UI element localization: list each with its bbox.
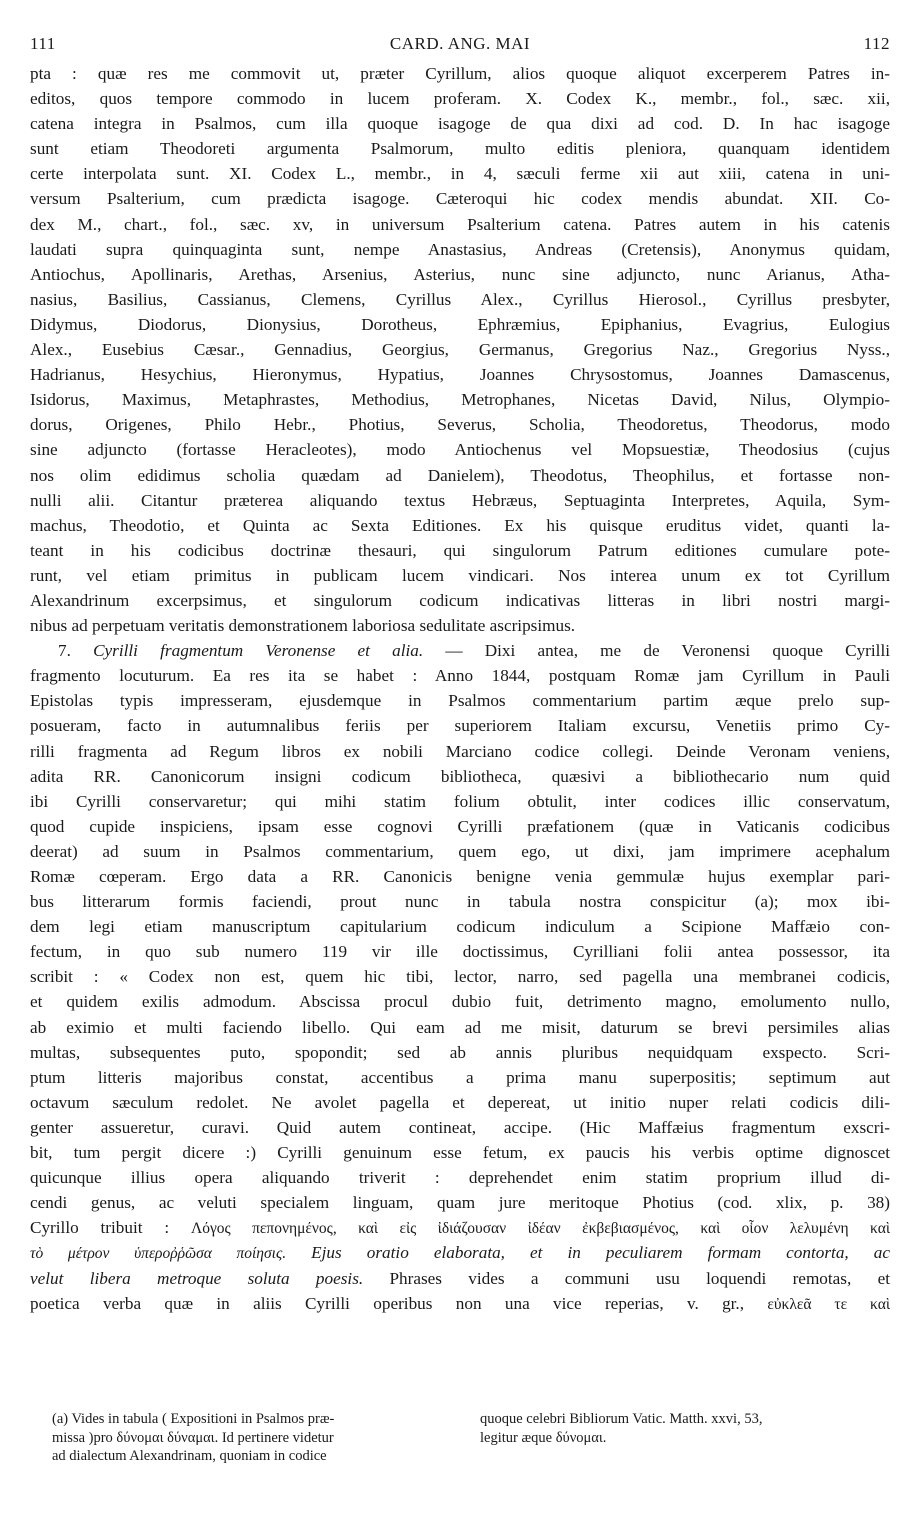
text-line: dem legi etiam manuscriptum capitularium codicum indiculum a Scipione Maffæio con- <box>30 917 890 937</box>
text-line: ibi Cyrilli conservaretur; qui mihi statim folium obtulit, inter codices illic conservatum, <box>30 791 890 811</box>
text-line: runt, vel etiam primitus in publicam lucem vindicari. Nos interea unum ex tot Cyrillum <box>30 565 890 585</box>
footnote-line: ad dialectum Alexandrinam, quoniam in codice <box>52 1448 327 1464</box>
section-first-line-rest: — Dixi antea, me de Veronensi quoque Cyrilli <box>423 641 890 661</box>
greek-quote: Λόγος πεπονημένος, καὶ εἰς ἰδιάζουσαν ἰδέαν ἐκβεβιασμένος, καὶ οἷον λελυμένη καὶ <box>190 1220 890 1238</box>
text-line: quod cupide inspiciens, ipsam esse cognovi Cyrilli præfationem (quæ in Vaticanis codicibus <box>30 816 890 836</box>
text-line: bus litterarum formis faciendi, prout nunc in tabula nostra conspicitur (a); mox ibi- <box>30 892 890 912</box>
text-line: editos, quos tempore commodo in lucem proferam. X. Codex K., membr., fol., sæc. xii, <box>30 89 890 109</box>
text-line: Alexandrinum excerpsimus, et singulorum codicum indicativas litteras in libri nostri margi- <box>30 590 890 610</box>
text-line: catena integra in Psalmos, cum illa quoque isagoge de qua dixi ad cod. D. In hac isagoge <box>30 114 890 134</box>
text-line: sunt etiam Theodoreti argumenta Psalmorum, multo editis pleniora, quanquam identidem <box>30 139 890 159</box>
text-line: ptum litteris majoribus constat, accentibus a prima manu superpositis; septimum aut <box>30 1067 890 1087</box>
text-line: nos olim edidimus scholia quædam ad Danielem), Theodotus, Theophilus, et fortasse non- <box>30 465 890 485</box>
text-line: nulli alii. Citantur præterea aliquando textus Hebræus, Septuaginta Interpretes, Aquila, Sym- <box>30 490 890 510</box>
text-line: certe interpolata sunt. XI. Codex L., membr., in 4, sæculi ferme xii aut xiii, catena in uni- <box>30 164 890 184</box>
text-line: fragmento locuturum. Ea res ita se habet : Anno 1844, postquam Romæ jam Cyrillum in Pauli <box>30 666 890 686</box>
text-line: fectum, in quo sub numero 119 vir ille doctissimus, Cyrilliani folii antea possessor, ita <box>30 942 890 962</box>
text-line: nasius, Basilius, Cassianus, Clemens, Cyrillus Alex., Cyrillus Hierosol., Cyrillus presbyter, <box>30 289 890 309</box>
text-line: octavum sæculum redolet. Ne avolet pagella et depereat, ut initio nuper relati codicis dili- <box>30 1092 890 1112</box>
footnote-line: missa )pro δύνομαι δύναμαι. Id pertinere videtur <box>52 1429 334 1446</box>
latin-translation: velut libera metroque soluta poesis. <box>30 1268 364 1288</box>
text-line: scribit : « Codex non est, quem hic tibi, lector, narro, sed pagella una membranei codicis, <box>30 967 890 987</box>
section-number: 7. <box>58 641 71 661</box>
text-line: Hadrianus, Hesychius, Hieronymus, Hypatius, Joannes Chrysostomus, Joannes Damascenus, <box>30 365 890 385</box>
text-line: cendi genus, ac veluti specialem linguam, quam jure meritoque Photius (cod. xlix, p. 38) <box>30 1193 890 1213</box>
text-line: teant in his codicibus doctrinæ thesauri, qui singulorum Patrum editiones cumulare pote- <box>30 540 890 560</box>
text-line-greek-2 <box>30 1240 890 1265</box>
text-line-greek-1: Cyrillo tribuit : Λόγος πεπονημένος, καὶ εἰς ἰδιάζουσαν ἰδέαν ἐκβεβιασμένος, καὶ οἷον λελυμένη καὶ <box>30 1218 890 1238</box>
text-line: versum Psalterium, cum prædicta isagoge. Cæteroqui hic codex mendis abundat. XII. Co- <box>30 189 890 209</box>
footnote-column-right <box>480 1410 890 1447</box>
footnote-line: legitur æque δύνομαι. <box>480 1429 607 1446</box>
text-line: laudati supra quinquaginta sunt, nempe Anastasius, Andreas (Cretensis), Anonymus quidam, <box>30 239 890 259</box>
text-line: Romæ cœperam. Ergo data a RR. Canonicis benigne venia gemmulæ hujus exemplar pari- <box>30 867 890 886</box>
text-line: Didymus, Diodorus, Dionysius, Dorotheus, Ephræmius, Epiphanius, Evagrius, Eulogius <box>30 314 890 334</box>
footnote-column-left <box>52 1410 472 1466</box>
main-text <box>30 61 890 1316</box>
text-line-greek-4: poetica verba quæ in aliis Cyrilli operibus non una vice reperias, v. gr., εὐκλεᾶ τε καὶ <box>30 1293 890 1313</box>
text-line: pta : quæ res me commovit ut, præter Cyrillum, alios quoque aliquot excerperem Patres in- <box>30 64 890 83</box>
running-title: CARD. ANG. MAI <box>389 34 531 53</box>
footnote-line: (a) Vides in tabula ( Expositioni in Psalmos præ- <box>52 1411 335 1427</box>
text-line: et quidem exilis admodum. Abscissa procul dubio fuit, detrimento magno, emolumento nullo, <box>30 992 890 1012</box>
text-line: deerat) ad suum in Psalmos commentarium, quem ego, ut dixi, jam imprimere acephalum <box>30 841 890 861</box>
text-line-greek-3: velut libera metroque soluta poesis. Phrases vides a communi usu loquendi remotas, et <box>30 1268 890 1288</box>
text-line: quicunque illius opera aliquando triverit : deprehendet enim statim proprium illud di- <box>30 1168 890 1188</box>
text-line: posueram, facto in autumnalibus feriis per superiorem Italiam excursu, Venetiis primo Cy- <box>30 716 890 736</box>
paragraph-codices <box>30 61 890 638</box>
text-line: dex M., chart., fol., sæc. xv, in universum Psalterium catena. Patres autem in his catenis <box>30 214 890 234</box>
text-line: dorus, Origenes, Philo Hebr., Photius, Severus, Scholia, Theodoretus, Theodorus, modo <box>30 415 890 435</box>
page-number-right: 112 <box>863 34 890 53</box>
text-line: sine adjuncto (fortasse Heracleotes), modo Antiochenus vel Mopsuestiæ, Theodosius (cujus <box>30 440 890 460</box>
text-line: Alex., Eusebius Cæsar., Gennadius, Georgius, Germanus, Gregorius Naz., Gregorius Nyss., <box>30 340 890 360</box>
section-7-first-line <box>30 638 890 663</box>
latin-translation: Ejus oratio elaborata, et in peculiarem formam contorta, ac <box>286 1243 890 1263</box>
text-line: nibus ad perpetuam veritatis demonstrationem laboriosa sedulitate ascripsimus. <box>30 616 576 636</box>
page-number-left: 111 <box>30 34 56 53</box>
section-heading: Cyrilli fragmentum Veronense et alia. <box>93 641 424 661</box>
text-line: ab eximio et multi faciendo libello. Qui eam ad me misit, daturum se brevi persimiles alias <box>30 1017 890 1037</box>
running-header <box>30 34 890 58</box>
section-7-lines <box>30 663 890 1215</box>
text-line: adita RR. Canonicorum insigni codicum bibliotheca, quæsivi a bibliothecario num quid <box>30 766 890 786</box>
greek-quote: τὸ μέτρον ὑπεροῤῥῶσα ποίησις. <box>30 1245 287 1263</box>
text-line: rilli fragmenta ad Regum libros ex nobili Marciano codice collegi. Deinde Veronam veniens, <box>30 741 890 761</box>
text-line: machus, Theodotio, et Quinta ac Sexta Editiones. Ex his quisque eruditus videt, quanti la- <box>30 515 890 535</box>
section-7 <box>30 638 890 1316</box>
text-line: bit, tum pergit dicere :) Cyrilli genuinum esse fetum, ex paucis his verbis optime dignoscet <box>30 1143 890 1163</box>
text-line: multas, subsequentes puto, spopondit; sed ab annis pluribus nequidquam exspecto. Scri- <box>30 1042 890 1062</box>
footnote-line: quoque celebri Bibliorum Vatic. Matth. xxvi, 53, <box>480 1411 763 1427</box>
text-line: Isidorus, Maximus, Metaphrastes, Methodius, Metrophanes, Nicetas David, Nilus, Olympio- <box>30 390 890 410</box>
text-line: genter assueretur, curavi. Quid autem contineat, accipe. (Hic Maffæius fragmentum exscri- <box>30 1117 890 1137</box>
text-line: Epistolas typis impresseram, ejusdemque in Psalmos commentarium partim æque prelo sup- <box>30 691 890 711</box>
text-line: Antiochus, Apollinaris, Arethas, Arsenius, Asterius, nunc sine adjuncto, nunc Arianus, Atha- <box>30 264 890 284</box>
greek-word: εὐκλεᾶ τε καὶ <box>767 1295 890 1313</box>
